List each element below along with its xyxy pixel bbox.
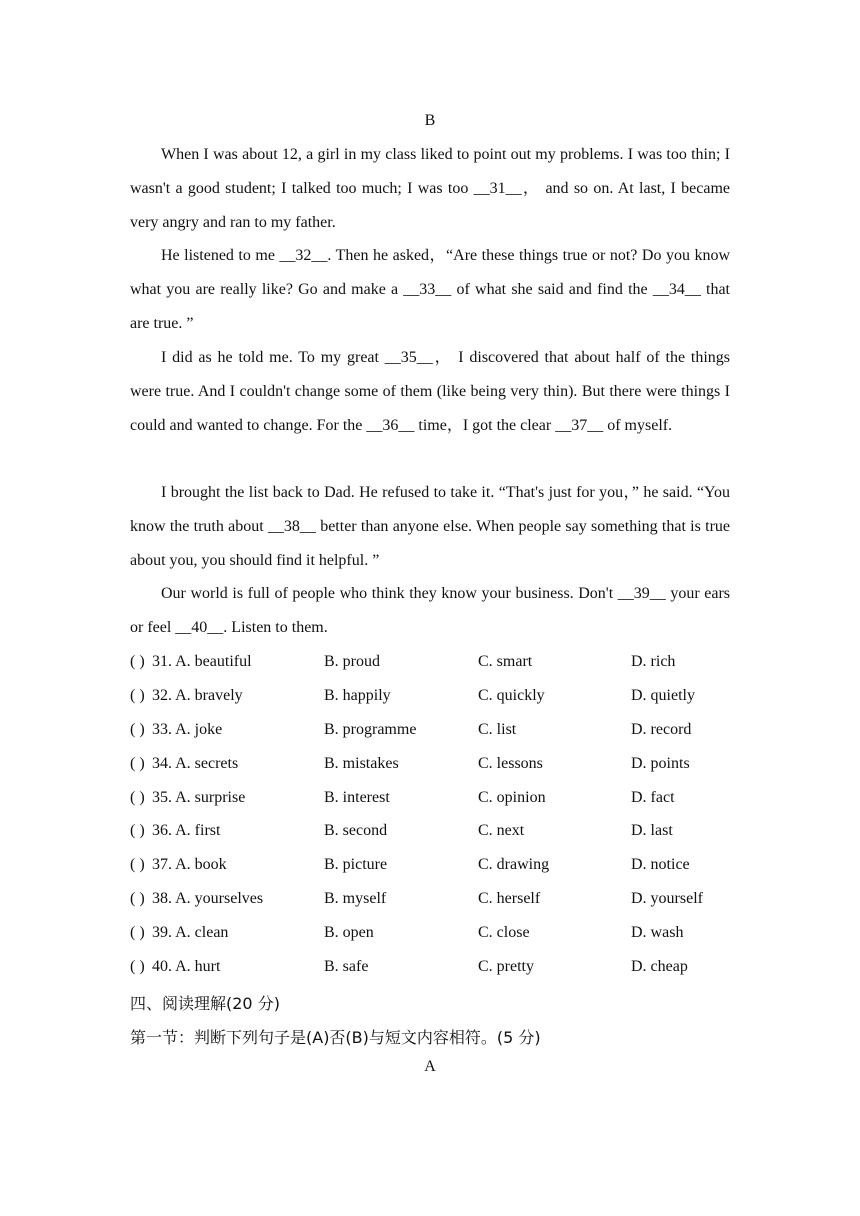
answer-blank[interactable]: ( ) — [130, 958, 145, 975]
question-31 — [130, 653, 730, 677]
option-d: D. wash — [631, 924, 684, 941]
answer-blank[interactable]: ( ) — [130, 755, 145, 772]
question-34 — [130, 755, 730, 779]
option-c: C. drawing — [478, 856, 550, 873]
answer-blank[interactable]: ( ) — [130, 822, 145, 839]
option-d: D. notice — [631, 856, 690, 873]
part4-heading: 四、阅读理解(20 分) — [130, 994, 280, 1013]
option-a: 32. A. bravely — [152, 687, 243, 704]
option-b: B. myself — [324, 890, 387, 907]
question-35 — [130, 789, 730, 813]
option-c: C. smart — [478, 653, 533, 670]
paragraph-5: Our world is full of people who think they know your business. Don't __39__ your ears or feel __40__. Listen to them. — [130, 585, 730, 636]
option-a: 31. A. beautiful — [152, 653, 252, 670]
option-c: C. opinion — [478, 789, 546, 806]
option-a: 40. A. hurt — [152, 958, 221, 975]
option-d: D. quietly — [631, 687, 695, 704]
option-a: 38. A. yourselves — [152, 890, 264, 907]
paragraph-1: When I was about 12, a girl in my class liked to point out my problems. I was too thin; I wasn't a good student; I talked too much; I was too __31__， and so on. At last, I became very angry and ran to my father. — [130, 146, 730, 231]
section1-heading: 第一节：判断下列句子是(A)否(B)与短文内容相符。(5 分) — [130, 1028, 541, 1047]
next-section-title: A — [424, 1058, 436, 1075]
option-b: B. second — [324, 822, 388, 839]
option-b: B. open — [324, 924, 374, 941]
option-d: D. record — [631, 721, 692, 738]
option-a: 37. A. book — [152, 856, 227, 873]
option-b: B. safe — [324, 958, 369, 975]
question-40 — [130, 958, 730, 982]
paragraph-4: I brought the list back to Dad. He refused to take it. “That's just for you，” he said. “You know the truth about __38__ better than anyone else. When people say something that is true about you, you should find it helpful. ” — [130, 484, 730, 569]
answer-blank[interactable]: ( ) — [130, 721, 145, 738]
question-32 — [130, 687, 730, 711]
answer-blank[interactable]: ( ) — [130, 687, 145, 704]
option-b: B. programme — [324, 721, 417, 738]
answer-blank[interactable]: ( ) — [130, 856, 145, 873]
question-36 — [130, 822, 730, 846]
option-d: D. points — [631, 755, 690, 772]
option-a: 35. A. surprise — [152, 789, 246, 806]
answer-blank[interactable]: ( ) — [130, 924, 145, 941]
option-b: B. interest — [324, 789, 390, 806]
answer-blank[interactable]: ( ) — [130, 789, 145, 806]
option-d: D. yourself — [631, 890, 703, 907]
option-a: 39. A. clean — [152, 924, 229, 941]
option-b: B. mistakes — [324, 755, 399, 772]
option-c: C. herself — [478, 890, 541, 907]
question-38 — [130, 890, 730, 914]
question-33 — [130, 721, 730, 745]
option-c: C. next — [478, 822, 525, 839]
option-d: D. rich — [631, 653, 676, 670]
option-b: B. happily — [324, 687, 391, 704]
paragraph-2: He listened to me __32__. Then he asked，“Are these things true or not? Do you know what you are really like? Go and make a __33__ of what she said and find the __34__ that are true. ” — [130, 247, 730, 332]
option-c: C. close — [478, 924, 530, 941]
option-a: 36. A. first — [152, 822, 221, 839]
option-c: C. quickly — [478, 687, 545, 704]
option-b: B. proud — [324, 653, 380, 670]
paragraph-3: I did as he told me. To my great __35__， I discovered that about half of the things were true. And I couldn't change some of them (like being very thin). But there were things I could and wanted to change. For the __36__ time，I got the clear __37__ of myself. — [130, 349, 731, 434]
question-39 — [130, 924, 730, 948]
option-b: B. picture — [324, 856, 388, 873]
question-37 — [130, 856, 730, 880]
option-c: C. pretty — [478, 958, 534, 975]
section-title: B — [424, 112, 436, 129]
answer-blank[interactable]: ( ) — [130, 653, 145, 670]
option-d: D. fact — [631, 789, 675, 806]
option-d: D. last — [631, 822, 673, 839]
option-a: 34. A. secrets — [152, 755, 239, 772]
option-a: 33. A. joke — [152, 721, 223, 738]
answer-blank[interactable]: ( ) — [130, 890, 145, 907]
option-d: D. cheap — [631, 958, 688, 975]
option-c: C. list — [478, 721, 517, 738]
option-c: C. lessons — [478, 755, 543, 772]
